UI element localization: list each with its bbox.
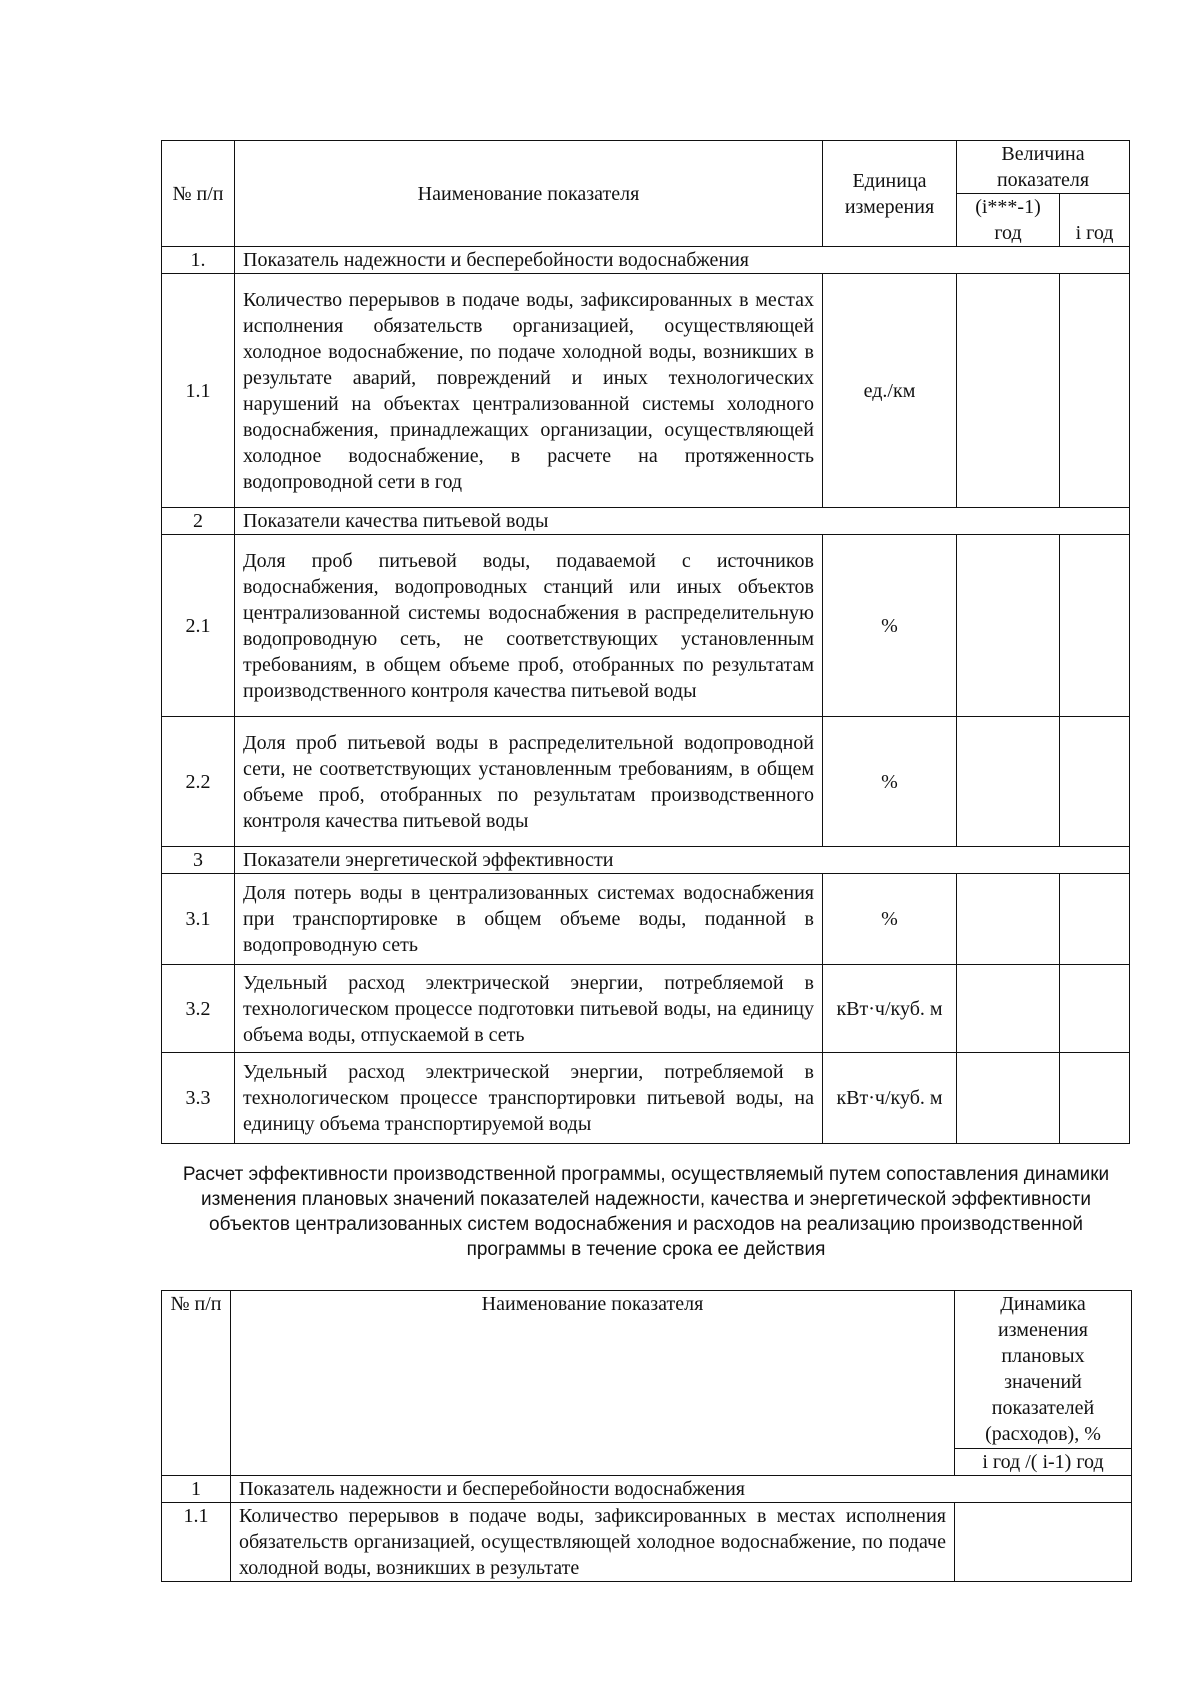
row-name: Удельный расход электрической энергии, потребляемой в технологическом процессе подготовки питьевой воды, на единицу объема воды, отпускаемой в сеть bbox=[235, 965, 823, 1053]
row-num: 1.1 bbox=[162, 1503, 231, 1582]
header-row bbox=[162, 1291, 1132, 1449]
section-caption: Расчет эффективности производственной программы, осуществляемый путем сопоставления динамики изменения плановых значений показателей надежности, качества и энергетической эффективности объектов централизованных систем водоснабжения и расходов на реализацию производственной программы в течение срока ее действия bbox=[182, 1164, 1110, 1260]
row-unit: % bbox=[823, 874, 957, 965]
header-name: Наименование показателя bbox=[235, 141, 823, 247]
table-row bbox=[162, 874, 1130, 965]
row-name: Доля проб питьевой воды, подаваемой с источников водоснабжения, водопроводных станций или иных объектов централизованной системы водоснабжения в распределительную водопроводную сеть, не соответствующих установленным требованиям, в общем объеме проб, отобранных по результатам производственного контроля качества питьевой воды bbox=[235, 535, 823, 717]
header-cur-year: i год bbox=[1060, 194, 1130, 247]
header-prev-year: (i***-1) год bbox=[957, 194, 1060, 247]
row-prev-value bbox=[957, 717, 1060, 847]
header-value: Величина показателя bbox=[957, 141, 1130, 194]
section-row bbox=[162, 1476, 1132, 1503]
row-num: 3.3 bbox=[162, 1053, 235, 1144]
row-unit: кВт·ч/куб. м bbox=[823, 965, 957, 1053]
row-unit: % bbox=[823, 717, 957, 847]
header-unit: Единица измерения bbox=[823, 141, 957, 247]
row-num: 1 bbox=[162, 1476, 231, 1503]
header-num: № п/п bbox=[162, 1291, 231, 1476]
row-cur-value bbox=[1060, 535, 1130, 717]
header-row bbox=[162, 141, 1130, 194]
row-name: Количество перерывов в подаче воды, зафиксированных в местах исполнения обязательств организацией, осуществляющей холодное водоснабжение, по подаче холодной воды, возникших в результате bbox=[231, 1503, 955, 1582]
table-row bbox=[162, 965, 1130, 1053]
row-name: Количество перерывов в подаче воды, зафиксированных в местах исполнения обязательств организацией, осуществляющей холодное водоснабжение, по подаче холодной воды, возникших в результате аварий, повреждений и иных технологических нарушений на объектах централизованной системы холодного водоснабжения, принадлежащих организации, осуществляющей холодное водоснабжение, в расчете на протяженность водопроводной сети в год bbox=[235, 274, 823, 508]
row-name: Удельный расход электрической энергии, потребляемой в технологическом процессе транспортировки питьевой воды, на единицу объема транспортируемой воды bbox=[235, 1053, 823, 1144]
section-row bbox=[162, 847, 1130, 874]
efficiency-table bbox=[161, 1290, 1132, 1582]
row-cur-value bbox=[1060, 965, 1130, 1053]
row-unit: % bbox=[823, 535, 957, 717]
row-cur-value bbox=[1060, 717, 1130, 847]
header-num: № п/п bbox=[162, 141, 235, 247]
table-row bbox=[162, 274, 1130, 508]
row-cur-value bbox=[1060, 1053, 1130, 1144]
row-cur-value bbox=[1060, 274, 1130, 508]
row-prev-value bbox=[957, 274, 1060, 508]
section-title: Показатель надежности и бесперебойности водоснабжения bbox=[231, 1476, 1132, 1503]
indicators-table bbox=[161, 140, 1130, 1144]
header-name: Наименование показателя bbox=[231, 1291, 955, 1476]
section-row bbox=[162, 508, 1130, 535]
row-name: Доля проб питьевой воды в распределительной водопроводной сети, не соответствующих установленным требованиям, в общем объеме проб, отобранных по результатам производственного контроля качества питьевой воды bbox=[235, 717, 823, 847]
header-ratio: i год /( i-1) год bbox=[955, 1449, 1132, 1476]
row-name: Доля потерь воды в централизованных системах водоснабжения при транспортировке в общем объеме воды, поданной в водопроводную сеть bbox=[235, 874, 823, 965]
row-num: 3.2 bbox=[162, 965, 235, 1053]
row-prev-value bbox=[957, 535, 1060, 717]
row-unit: ед./км bbox=[823, 274, 957, 508]
row-unit: кВт·ч/куб. м bbox=[823, 1053, 957, 1144]
table-row bbox=[162, 1053, 1130, 1144]
table-row bbox=[162, 535, 1130, 717]
row-num: 1.1 bbox=[162, 274, 235, 508]
row-num: 3.1 bbox=[162, 874, 235, 965]
section-title: Показатели энергетической эффективности bbox=[235, 847, 1130, 874]
section-title: Показатели качества питьевой воды bbox=[235, 508, 1130, 535]
header-dynamics: Динамика изменения плановых значений показателей (расходов), % bbox=[955, 1291, 1132, 1449]
row-num: 2 bbox=[162, 508, 235, 535]
row-prev-value bbox=[957, 965, 1060, 1053]
table-row bbox=[162, 717, 1130, 847]
row-prev-value bbox=[957, 874, 1060, 965]
row-num: 2.1 bbox=[162, 535, 235, 717]
section-title: Показатель надежности и бесперебойности водоснабжения bbox=[235, 247, 1130, 274]
table-row bbox=[162, 1503, 1132, 1582]
section-row bbox=[162, 247, 1130, 274]
row-num: 1. bbox=[162, 247, 235, 274]
row-value bbox=[955, 1503, 1132, 1582]
row-num: 2.2 bbox=[162, 717, 235, 847]
row-num: 3 bbox=[162, 847, 235, 874]
row-cur-value bbox=[1060, 874, 1130, 965]
row-prev-value bbox=[957, 1053, 1060, 1144]
